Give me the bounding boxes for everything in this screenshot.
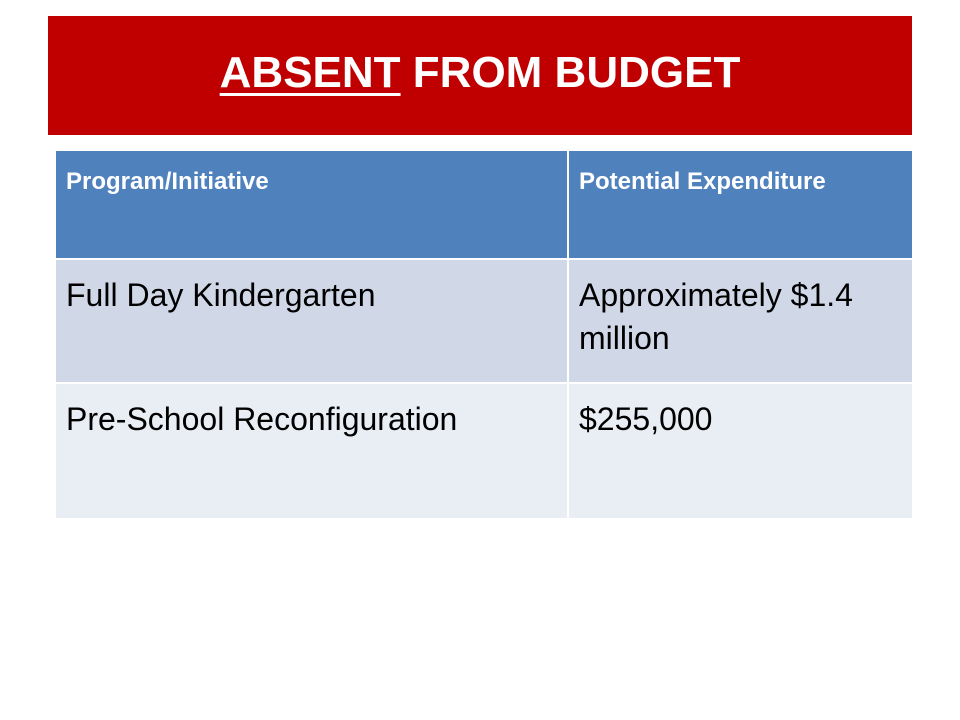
table-row xyxy=(56,383,912,519)
table-row xyxy=(56,259,912,383)
table-header-row xyxy=(56,151,912,259)
header-potential-expenditure: Potential Expenditure xyxy=(568,151,912,259)
title-remainder: FROM BUDGET xyxy=(400,47,741,97)
budget-table xyxy=(56,151,912,520)
expenditure-cell: $255,000 xyxy=(568,383,912,519)
title-underlined-word: ABSENT xyxy=(219,47,401,97)
expenditure-cell: Approximately $1.4 million xyxy=(568,259,912,383)
program-cell: Pre-School Reconfiguration xyxy=(56,383,568,519)
header-program-initiative: Program/Initiative xyxy=(56,151,568,259)
program-cell: Full Day Kindergarten xyxy=(56,259,568,383)
slide-title xyxy=(220,48,741,98)
title-banner xyxy=(48,16,912,135)
